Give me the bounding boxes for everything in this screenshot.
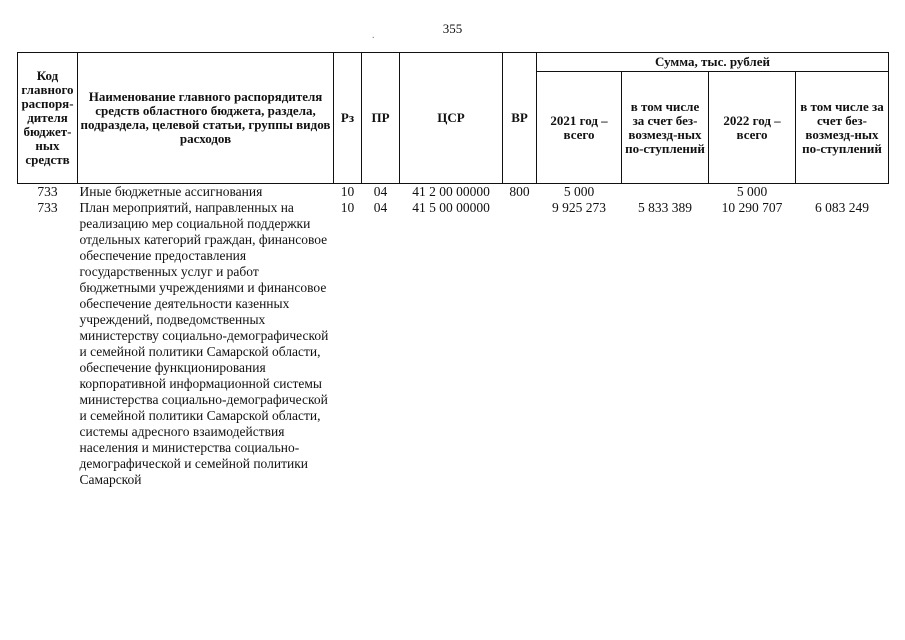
cell-2021-free: [622, 184, 709, 201]
header-csr: ЦСР: [400, 53, 503, 184]
cell-2022-total: 10 290 707: [721, 200, 783, 215]
cell-name: Иные бюджетные ассигнования: [79, 184, 263, 199]
page-mark: .: [372, 30, 375, 41]
table-row: [18, 184, 889, 201]
header-2021-total: 2021 год – всего: [537, 72, 622, 184]
cell-rz: 10: [340, 184, 355, 199]
cell-vr: 800: [509, 184, 530, 199]
table-row: [18, 200, 889, 488]
header-rz: Рз: [334, 53, 362, 184]
cell-rz: 10: [340, 200, 355, 215]
cell-2022-free: [796, 184, 889, 201]
cell-2022-free: 6 083 249: [815, 200, 869, 215]
header-vr: ВР: [503, 53, 537, 184]
header-2022-total: 2022 год – всего: [709, 72, 796, 184]
cell-2021-total: 9 925 273: [552, 200, 606, 215]
cell-code: 733: [37, 184, 58, 199]
cell-pr: 04: [373, 184, 388, 199]
page-number: 355: [442, 21, 463, 36]
header-2022-free: в том числе за счет без-возмезд-ных по-ступлений: [796, 72, 889, 184]
cell-csr: 41 5 00 00000: [412, 200, 490, 215]
cell-vr: [503, 200, 537, 488]
header-row-top: [18, 53, 889, 72]
budget-table: [17, 52, 889, 488]
cell-name: План мероприятий, направленных на реализацию мер социальной поддержки отдельных категорий граждан, финансовое обеспечение предоставления государственных услуг и работ бюджетными учреждениями и финансовое обеспечение деятельности казенных учреждений, подведомственных министерству социально-демографической и семейной политики Самарской области, обеспечение функционирования корпоративной информационной системы министерства социально-демографической и семейной политики Самарской области, системы адресного взаимодействия населения и министерства социально-демографической и семейной политики Самарской: [79, 200, 329, 487]
header-sum: Сумма, тыс. рублей: [537, 53, 889, 72]
header-2021-free: в том числе за счет без-возмезд-ных по-ступлений: [622, 72, 709, 184]
cell-pr: 04: [373, 200, 388, 215]
cell-csr: 41 2 00 00000: [412, 184, 490, 199]
header-pr: ПР: [362, 53, 400, 184]
cell-2021-free: 5 833 389: [638, 200, 692, 215]
cell-2021-total: 5 000: [563, 184, 595, 199]
cell-code: 733: [37, 200, 58, 215]
header-name: Наименование главного распорядителя средств областного бюджета, раздела, подраздела, целевой статьи, группы видов расходов: [78, 53, 334, 184]
cell-2022-total: 5 000: [736, 184, 768, 199]
header-code: Код главного распоря-дителя бюджет-ных средств: [18, 53, 78, 184]
